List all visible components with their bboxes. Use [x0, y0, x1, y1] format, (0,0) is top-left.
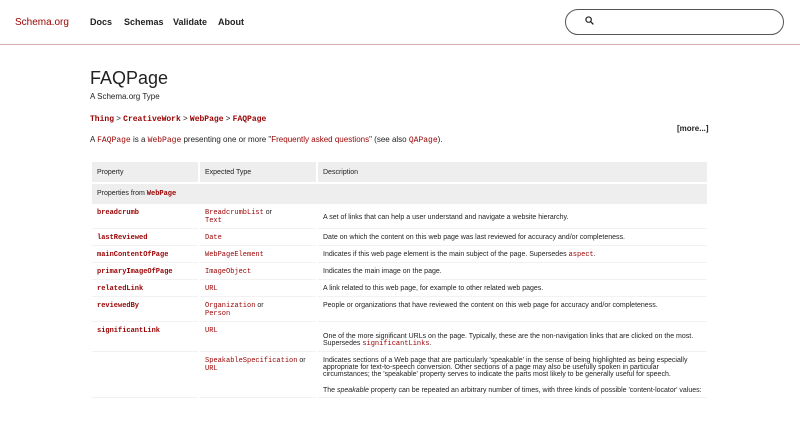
search-input[interactable] [604, 14, 778, 32]
page-title: FAQPage [90, 68, 169, 88]
description-cell: Indicates if this web page element is the main subject of the page. Supersedes aspect. [318, 248, 707, 263]
table-row [92, 231, 707, 246]
desc-text: presenting one or more " [181, 135, 272, 144]
type-cell [200, 282, 316, 297]
type-link[interactable]: BreadcrumbList [205, 209, 264, 217]
site-logo[interactable]: Schema.org [15, 17, 69, 28]
property-cell [92, 231, 198, 246]
desc-text: A [90, 135, 98, 144]
top-header [0, 0, 800, 45]
table-row [92, 299, 707, 322]
description-cell: Date on which the content on this web page was last reviewed for accuracy and/or completeness. [318, 231, 707, 246]
property-cell [92, 248, 198, 263]
desc-type-faqpage[interactable]: FAQPage [97, 136, 131, 145]
type-link[interactable]: SpeakableSpecification [205, 357, 298, 365]
type-link[interactable]: Person [205, 310, 231, 318]
nav-schemas[interactable]: Schemas [124, 17, 164, 27]
description-cell [318, 354, 707, 398]
breadcrumb-faqpage[interactable]: FAQPage [232, 115, 267, 124]
desc-faq-link[interactable]: Frequently asked questions [271, 135, 370, 144]
type-cell [200, 299, 316, 322]
properties-table [90, 160, 709, 400]
or-text: or [299, 357, 306, 364]
section-type-link[interactable]: WebPage [146, 190, 177, 198]
description-cell: Indicates the main image on the page. [318, 265, 707, 280]
header-description: Description [318, 162, 707, 182]
superseded-link[interactable]: significantLinks [362, 340, 430, 348]
property-link[interactable]: reviewedBy [97, 302, 140, 310]
description-cell: One of the more significant URLs on the page. Typically, these are the non-navigation links that are clicked on the most. Supersedes significantLinks. [318, 324, 707, 352]
breadcrumb-separator: > [183, 114, 188, 123]
table-row [92, 354, 707, 398]
desc-text: ). [437, 135, 443, 144]
property-cell [92, 282, 198, 297]
property-cell [92, 324, 198, 352]
section-heading [92, 184, 707, 204]
breadcrumb-separator: > [225, 114, 231, 123]
page-subtitle: A Schema.org Type [90, 92, 160, 101]
description-text: The [323, 387, 338, 394]
nav-validate[interactable]: Validate [173, 17, 208, 27]
description-italic: speakable [337, 387, 369, 394]
type-link[interactable]: URL [205, 327, 218, 335]
header-property: Property [92, 162, 198, 182]
table-header-row [92, 162, 707, 182]
description-cell: People or organizations that have reviewed the content on this web page for accuracy and/or completeness. [318, 299, 707, 322]
property-cell [92, 206, 198, 229]
breadcrumb-webpage[interactable]: WebPage [189, 115, 224, 124]
type-link[interactable]: URL [205, 285, 218, 293]
breadcrumb-separator: > [116, 114, 121, 123]
description-cell: A set of links that can help a user understand and navigate a website hierarchy. [318, 206, 707, 229]
type-link[interactable]: ImageObject [205, 268, 252, 276]
breadcrumb-creativework[interactable]: CreativeWork [123, 115, 181, 124]
type-cell [200, 265, 316, 280]
table-row [92, 324, 707, 352]
property-link[interactable]: primaryImageOfPage [97, 268, 173, 276]
type-description [90, 135, 443, 145]
description-text: One of the more significant URLs on the page. Typically, these are the non-navigation links that are clicked on the most. Supersedes [323, 333, 694, 347]
nav-docs[interactable]: Docs [90, 17, 113, 27]
type-link[interactable]: Date [205, 234, 222, 242]
description-text-2 [323, 387, 702, 394]
desc-type-webpage[interactable]: WebPage [147, 136, 182, 145]
description-text: Indicates if this web page element is the main subject of the page. Supersedes [323, 251, 569, 258]
search-box[interactable] [565, 9, 784, 35]
property-cell [92, 299, 198, 322]
table-row [92, 248, 707, 263]
type-cell [200, 248, 316, 263]
or-text: or [257, 302, 264, 309]
description-cell: A link related to this web page, for example to other related web pages. [318, 282, 707, 297]
property-link[interactable]: relatedLink [97, 285, 144, 293]
table-row [92, 282, 707, 297]
property-link[interactable]: breadcrumb [97, 209, 140, 217]
property-link[interactable]: mainContentOfPage [97, 251, 169, 259]
more-link[interactable]: [more...] [677, 124, 709, 133]
type-link[interactable]: WebPageElement [205, 251, 264, 259]
description-text: Indicates sections of a Web page that are particularly 'speakable' in the sense of being highlighted as being especially appropriate for text-to-speech conversion. Other sections of a page may also be usefully spoken in particular circumstances; the 'speakable' property serves to indicate the parts most likely to be generally useful for speech. [323, 357, 688, 378]
type-link[interactable]: Organization [205, 302, 256, 310]
table-row [92, 265, 707, 280]
superseded-link[interactable]: aspect [568, 251, 594, 259]
table-row [92, 206, 707, 229]
type-link[interactable]: Text [205, 217, 222, 225]
property-link[interactable]: lastReviewed [97, 234, 148, 242]
description-text: property can be repeated an arbitrary number of times, with three kinds of possible 'content-locator' values: [368, 387, 702, 394]
type-link[interactable]: URL [205, 365, 218, 373]
desc-text: is a [130, 135, 148, 144]
property-cell [92, 265, 198, 280]
search-icon [585, 16, 594, 25]
breadcrumb [90, 114, 266, 124]
breadcrumb-thing[interactable]: Thing [90, 115, 115, 124]
desc-qapage-link[interactable]: QAPage [408, 136, 438, 145]
property-cell [92, 354, 198, 398]
type-cell [200, 231, 316, 246]
section-row [92, 184, 707, 204]
type-cell [200, 354, 316, 398]
header-expected-type: Expected Type [200, 162, 316, 182]
or-text: or [265, 209, 272, 216]
type-cell [200, 206, 316, 229]
desc-text: " (see also [369, 135, 409, 144]
nav-about[interactable]: About [218, 17, 244, 27]
property-link[interactable]: significantLink [97, 327, 161, 335]
type-cell [200, 324, 316, 352]
section-prefix: Properties from [97, 190, 147, 197]
